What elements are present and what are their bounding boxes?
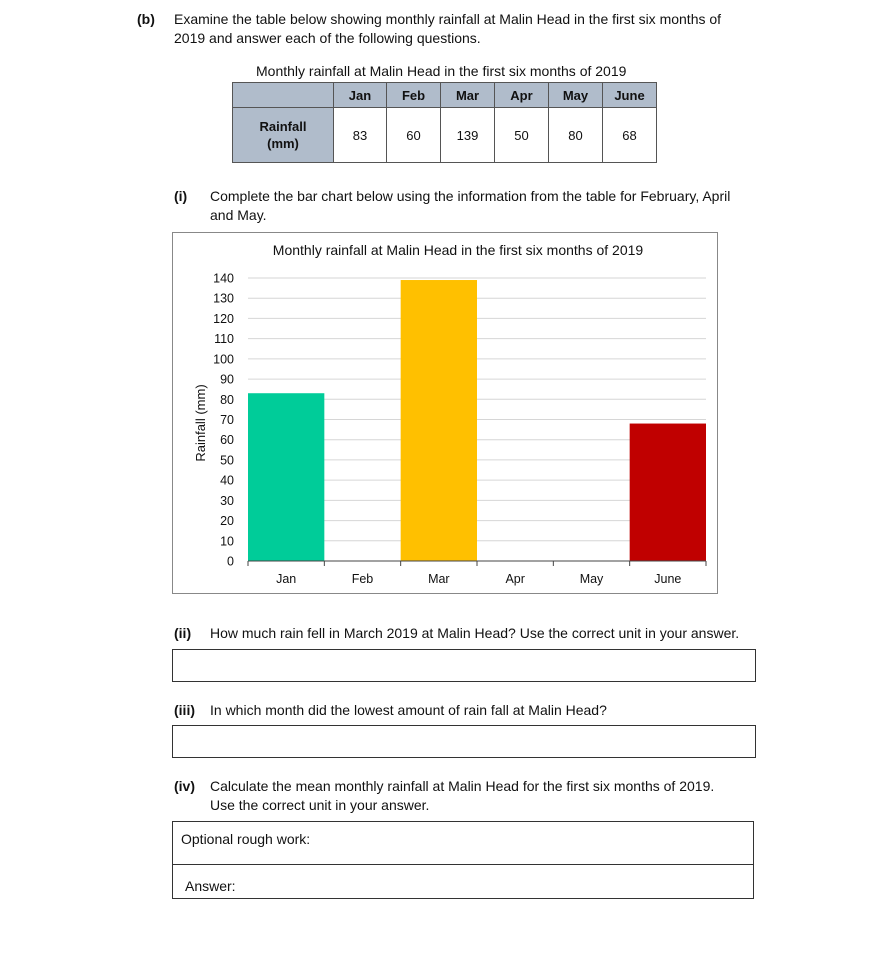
y-tick-label: 70 bbox=[220, 413, 234, 427]
table-cell-value: 80 bbox=[549, 108, 603, 163]
chart-bars bbox=[248, 280, 706, 561]
q-iv-text-line1: Calculate the mean monthly rainfall at Malin Head for the first six months of 2019. bbox=[210, 778, 715, 794]
table-cell-value: 50 bbox=[495, 108, 549, 163]
table-cell-value: 83 bbox=[334, 108, 387, 163]
row-header-line2: (mm) bbox=[267, 136, 299, 151]
q-iv-label: (iv) bbox=[174, 778, 195, 794]
part-b-text-line2: 2019 and answer each of the following questions. bbox=[174, 30, 481, 46]
x-tick-label: Mar bbox=[428, 572, 450, 586]
bar-jan bbox=[248, 393, 324, 561]
rainfall-table bbox=[232, 82, 657, 163]
table-caption: Monthly rainfall at Malin Head in the first six months of 2019 bbox=[256, 63, 627, 79]
q-i-text-line1: Complete the bar chart below using the information from the table for February, April bbox=[210, 188, 731, 204]
q-i-text-line2: and May. bbox=[210, 207, 267, 223]
y-tick-label: 130 bbox=[213, 291, 234, 306]
y-tick-label: 80 bbox=[220, 392, 234, 407]
q-iv-text-line2: Use the correct unit in your answer. bbox=[210, 797, 430, 813]
q-ii-label: (ii) bbox=[174, 625, 192, 641]
y-tick-label: 40 bbox=[220, 473, 234, 488]
y-tick-label: 50 bbox=[220, 453, 234, 468]
x-tick-label: May bbox=[579, 572, 604, 586]
q-ii-answer-box[interactable] bbox=[172, 649, 756, 682]
chart-y-axis-label: Rainfall (mm) bbox=[193, 384, 208, 462]
q-ii-text: How much rain fell in March 2019 at Malin Head? Use the correct unit in your answer. bbox=[210, 625, 740, 641]
y-tick-label: 110 bbox=[214, 332, 234, 347]
x-tick-label: June bbox=[654, 572, 682, 586]
table-corner bbox=[233, 83, 334, 108]
row-header-line1: Rainfall bbox=[259, 119, 307, 134]
table-header-month: Apr bbox=[495, 83, 549, 108]
part-b-label: (b) bbox=[137, 11, 155, 27]
bar-june bbox=[630, 424, 706, 561]
table-cell-value: 68 bbox=[603, 108, 657, 163]
y-tick-label: 30 bbox=[220, 493, 234, 508]
rough-work-box[interactable] bbox=[172, 821, 754, 865]
y-tick-label: 100 bbox=[213, 352, 234, 367]
q-iii-text: In which month did the lowest amount of rain fall at Malin Head? bbox=[210, 702, 607, 718]
y-tick-label: 0 bbox=[227, 554, 234, 569]
chart-title: Monthly rainfall at Malin Head in the first six months of 2019 bbox=[272, 242, 644, 258]
q-iv-answer-box[interactable] bbox=[172, 864, 754, 899]
q-iii-answer-box[interactable] bbox=[172, 725, 756, 758]
x-tick-label: Apr bbox=[505, 572, 525, 586]
chart-y-ticks bbox=[213, 272, 234, 569]
y-tick-label: 60 bbox=[220, 433, 234, 448]
table-header-month: Jan bbox=[334, 83, 387, 108]
table-row-header bbox=[233, 108, 334, 163]
y-tick-label: 10 bbox=[220, 534, 234, 549]
y-tick-label: 120 bbox=[213, 311, 234, 326]
q-i-label: (i) bbox=[174, 188, 188, 204]
y-tick-label: 90 bbox=[220, 372, 234, 387]
chart-x-ticks bbox=[248, 561, 706, 586]
table-cell-value: 60 bbox=[387, 108, 441, 163]
table-header-month: May bbox=[549, 83, 603, 108]
table-cell-value: 139 bbox=[441, 108, 495, 163]
y-tick-label: 140 bbox=[213, 271, 234, 286]
answer-label: Answer: bbox=[185, 878, 236, 894]
rainfall-bar-chart bbox=[172, 232, 718, 594]
rough-work-label: Optional rough work: bbox=[181, 831, 311, 847]
bar-mar bbox=[401, 280, 477, 561]
q-iii-label: (iii) bbox=[174, 702, 195, 718]
table-header-month: Mar bbox=[441, 83, 495, 108]
x-tick-label: Jan bbox=[276, 572, 297, 586]
table-header-month: June bbox=[603, 83, 657, 108]
table-header-month: Feb bbox=[387, 83, 441, 108]
part-b-text-line1: Examine the table below showing monthly rainfall at Malin Head in the first six months of bbox=[174, 11, 722, 27]
x-tick-label: Feb bbox=[351, 572, 374, 586]
y-tick-label: 20 bbox=[220, 514, 234, 529]
